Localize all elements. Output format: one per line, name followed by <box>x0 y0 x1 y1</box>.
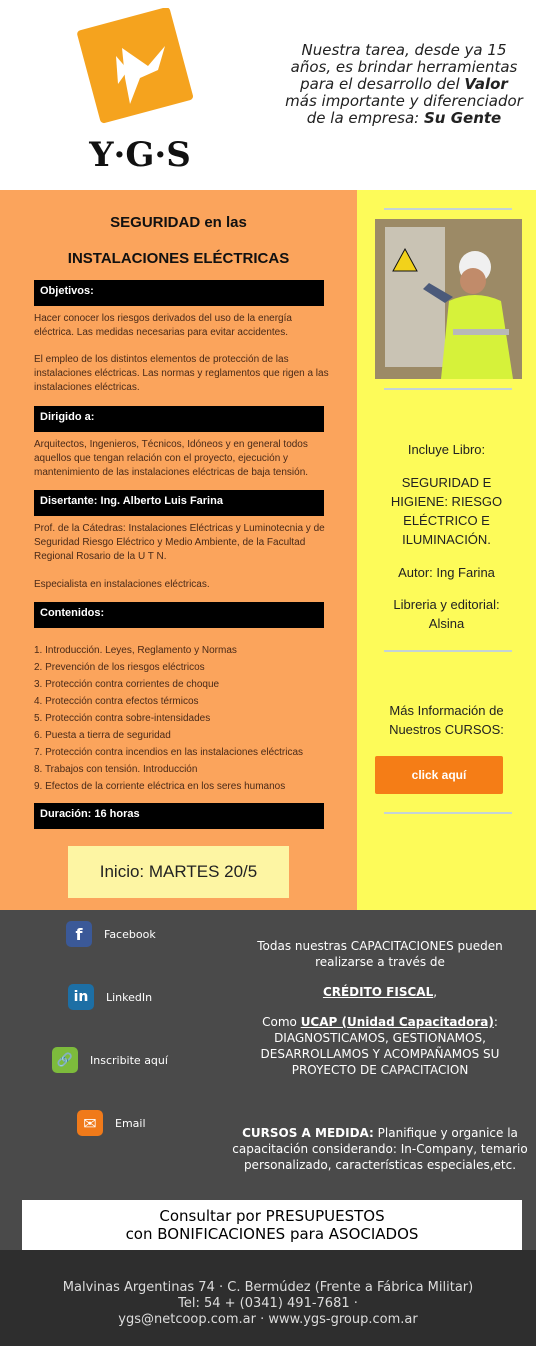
list-item: 5. Protección contra sobre-intensidades <box>34 713 211 724</box>
consult-banner <box>22 1200 522 1252</box>
link-icon: 🔗 <box>52 1047 78 1073</box>
footer-address <box>0 1280 536 1328</box>
divider <box>384 650 512 652</box>
list-item: 9. Efectos de la corriente eléctrica en los seres humanos <box>34 781 286 792</box>
list-item: 1. Introducción. Leyes, Reglamento y Normas <box>34 645 237 656</box>
footer-line-3[interactable]: ygs@netcoop.com.ar · www.ygs-group.com.ar <box>118 1312 418 1327</box>
divider <box>384 812 512 814</box>
divider <box>384 208 512 210</box>
list-item: 6. Puesta a tierra de seguridad <box>34 730 171 741</box>
disertante-text-1: Prof. de la Cátedras: Instalaciones Eléctricas y Luminotecnia y de Seguridad Riesgo Eléctrico y Medio Ambiente, de la Facultad Regional Rosario de la U T N. <box>34 523 325 562</box>
consult-line-1: Consultar por PRESUPUESTOS <box>159 1207 385 1225</box>
cursos-medida-text: CURSOS A MEDIDA: Planifique y organice la capacitación considerando: In-Company, temario personalizado, características especiales,etc. <box>232 1126 528 1172</box>
logo-text: Y·G·S <box>89 135 191 175</box>
tagline: Nuestra tarea, desde ya 15 años, es brindar herramientas para el desarrollo del Valor más importante y diferenciador de la empresa: Su Gente <box>285 41 523 127</box>
facebook-label: Facebook <box>104 927 156 941</box>
click-here-button[interactable]: click aquí <box>375 756 503 794</box>
course-title-line1: SEGURIDAD en las <box>110 214 247 231</box>
list-item: 4. Protección contra efectos térmicos <box>34 696 199 707</box>
footer-line-1: Malvinas Argentinas 74 · C. Bermúdez (Frente a Fábrica Militar) <box>62 1280 474 1295</box>
course-title-line2: INSTALACIONES ELÉCTRICAS <box>67 250 290 267</box>
linkedin-link[interactable] <box>68 984 152 1010</box>
objetivos-text-2: El empleo de los distintos elementos de protección de las instalaciones eléctricas. Las normas y reglamentos que rigen a las instalaciones eléctricas. <box>34 354 329 393</box>
more-info-label: Más Información de Nuestros CURSOS: <box>389 703 504 737</box>
register-link[interactable] <box>52 1047 168 1073</box>
email-icon: ✉ <box>77 1110 103 1136</box>
capacitaciones-text: Todas nuestras CAPACITACIONES pueden realizarse a través de <box>257 939 503 969</box>
email-label: Email <box>115 1116 146 1130</box>
facebook-icon: f <box>66 921 92 947</box>
book-publisher: Libreria y editorial: Alsina <box>393 597 500 631</box>
list-item: 3. Protección contra corrientes de choque <box>34 679 220 690</box>
dirigido-heading: Dirigido a: <box>34 406 324 432</box>
disertante-heading: Disertante: Ing. Alberto Luis Farina <box>34 490 324 516</box>
includes-book-label: Incluye Libro: <box>407 442 486 457</box>
electrician-photo <box>375 219 522 379</box>
disertante-text-2: Especialista en instalaciones eléctricas. <box>34 579 210 590</box>
contenidos-list <box>34 642 330 795</box>
consult-line-2: con BONIFICACIONES para ASOCIADOS <box>125 1225 419 1243</box>
divider <box>384 388 512 390</box>
linkedin-label: LinkedIn <box>106 990 153 1004</box>
email-link[interactable] <box>77 1110 146 1136</box>
objetivos-text-1: Hacer conocer los riesgos derivados del uso de la energía eléctrica. Las medidas necesarias para evitar accidentes. <box>34 313 292 338</box>
footer-line-2: Tel: 54 + (0341) 491-7681 · <box>178 1296 358 1311</box>
book-title: SEGURIDAD E HIGIENE: RIESGO ELÉCTRICO E ILUMINACIÓN. <box>390 475 503 547</box>
linkedin-icon: in <box>68 984 94 1010</box>
ucap-text: Como UCAP (Unidad Capacitadora): DIAGNOSTICAMOS, GESTIONAMOS, DESARROLLAMOS Y ACOMPAÑAMOS SU PROYECTO DE CAPACITACION <box>260 1015 500 1077</box>
book-author: Autor: Ing Farina <box>398 565 495 580</box>
list-item: 2. Prevención de los riesgos eléctricos <box>34 662 205 673</box>
duracion-heading: Duración: 16 horas <box>34 803 324 829</box>
ygs-logo <box>70 8 210 183</box>
contenidos-heading: Contenidos: <box>34 602 324 628</box>
objetivos-heading: Objetivos: <box>34 280 324 306</box>
register-label: Inscribite aquí <box>90 1053 168 1067</box>
facebook-link[interactable] <box>66 921 156 947</box>
list-item: 8. Trabajos con tensión. Introducción <box>34 764 198 775</box>
credito-fiscal-link[interactable]: CRÉDITO FISCAL <box>322 985 434 999</box>
dirigido-text: Arquitectos, Ingenieros, Técnicos, Idóneos y en general todos aquellos que tengan relación con el proyecto, ejecución y mantenimiento de las instalaciones eléctricas de baja tensión. <box>34 439 309 478</box>
ucap-link[interactable]: UCAP (Unidad Capacitadora) <box>300 1015 494 1029</box>
start-date: Inicio: MARTES 20/5 <box>68 846 289 898</box>
list-item: 7. Protección contra incendios en las instalaciones eléctricas <box>34 747 304 758</box>
credito-fiscal-line: CRÉDITO FISCAL, <box>322 985 438 999</box>
